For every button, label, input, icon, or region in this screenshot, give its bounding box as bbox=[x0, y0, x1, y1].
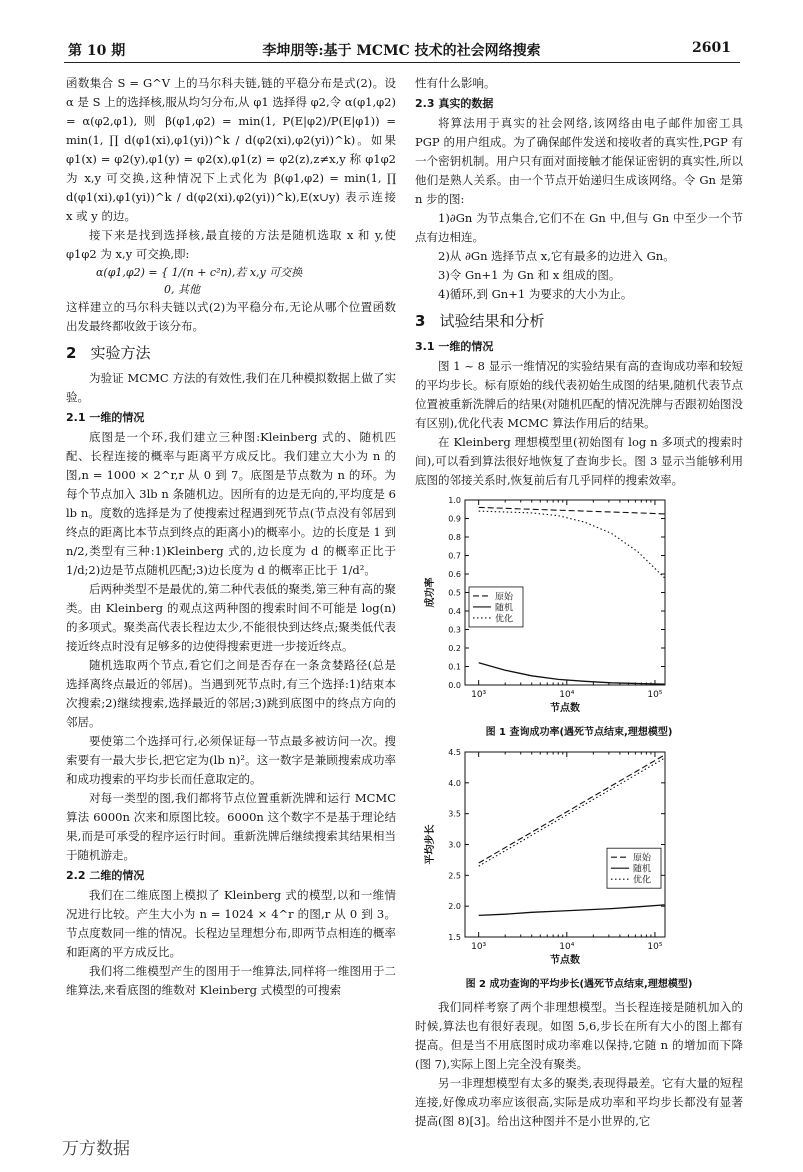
y-tick-label: 1.5 bbox=[448, 933, 461, 942]
formula bbox=[66, 264, 396, 298]
x-axis-label: 节点数 bbox=[550, 703, 580, 714]
figure-1 bbox=[415, 494, 743, 719]
series-line-随机 bbox=[479, 905, 665, 916]
y-tick-label: 0.1 bbox=[448, 662, 461, 672]
y-axis-label: 成功率 bbox=[425, 577, 436, 608]
paragraph: 图 1 ~ 8 显示一维情况的实验结果有高的查询成功率和较短的平均步长。标有原始的线代表初始生成图的结果,随机代表节点位置被重新洗牌后的结果(对随机匹配的情况洗牌与否跟初始图没有区别),优化代表 MCMC 算法作用后的结果。 bbox=[415, 359, 743, 430]
y-tick-label: 1.0 bbox=[448, 496, 461, 505]
avg-steps-chart bbox=[415, 746, 743, 971]
y-axis-label: 平均步长 bbox=[425, 824, 436, 865]
paragraph: 对每一类型的图,我们都将节点位置重新洗牌和运行 MCMC 算法 6000n 次来和原图比较。6000n 这个数字不是基于理论结果,而是可承受的程序运行时间。重新洗牌后继续搜索其结果相当于随机游走。 bbox=[66, 791, 396, 862]
paragraph: 性有什么影响。 bbox=[415, 76, 496, 90]
list-item: 2)从 ∂Gn 选择节点 x,它有最多的边进入 Gn。 bbox=[438, 249, 675, 263]
legend-label: 原始 bbox=[633, 853, 652, 864]
y-tick-label: 0.2 bbox=[448, 644, 461, 653]
y-tick-label: 2.5 bbox=[448, 871, 461, 881]
y-tick-label: 3.0 bbox=[448, 840, 461, 850]
watermark: 万方数据 bbox=[62, 1139, 130, 1159]
series-line-优化 bbox=[479, 511, 665, 578]
page-number: 2601 bbox=[692, 40, 731, 56]
y-tick-label: 0.5 bbox=[448, 588, 461, 598]
paragraph: 将算法用于真实的社会网络,该网络由电子邮件加密工具 PGP 的用户组成。为了确保邮件发送和接收者的真实性,PGP 有一个密钥机制。用户只有面对面接触才能保证密钥的真实性,所以他们是熟人关系。由一个节点开始递归生成该网络。令 Gn 是第 n 步的图: bbox=[415, 116, 743, 206]
paragraph: 我们同样考察了两个非理想模型。当长程连接是随机加入的时候,算法也有很好表现。如图 5,6,步长在所有大小的图上都有提高。但是当不用底图时成功率难以保持,它随 n 的增加而下降(图 7),实际上图上完全没有聚类。 bbox=[415, 1000, 743, 1071]
list-item: 1)∂Gn 为节点集合,它们不在 Gn 中,但与 Gn 中至少一个节点有边相连。 bbox=[415, 211, 743, 244]
subsection-heading: 2.2 二维的情况 bbox=[66, 869, 145, 882]
legend-label: 随机 bbox=[633, 864, 652, 875]
legend-label: 随机 bbox=[495, 603, 514, 614]
legend-label: 优化 bbox=[633, 875, 652, 886]
x-tick-label: 10³ bbox=[471, 690, 487, 700]
y-tick-label: 3.5 bbox=[448, 809, 461, 819]
paragraph: 我们将二维模型产生的图用于一维算法,同样将一维图用于二维算法,来看底图的维数对 Kleinberg 式模型的可搜索 bbox=[66, 964, 396, 997]
y-tick-label: 0.3 bbox=[448, 625, 461, 635]
section-heading: 3 试验结果和分析 bbox=[415, 312, 545, 330]
x-tick-label: 10⁵ bbox=[647, 942, 663, 952]
series-line-原始 bbox=[479, 755, 665, 863]
subsection-heading: 3.1 一维的情况 bbox=[415, 340, 494, 353]
series-line-随机 bbox=[479, 663, 665, 684]
plot-frame bbox=[465, 752, 665, 937]
paragraph: 这样建立的马尔科夫链以式(2)为平稳分布,无论从哪个位置函数出发最终都收敛于该分布。 bbox=[66, 300, 396, 333]
x-axis-label: 节点数 bbox=[550, 955, 580, 966]
x-tick-label: 10⁵ bbox=[647, 690, 663, 700]
x-tick-label: 10⁴ bbox=[559, 942, 575, 952]
paragraph: 函数集合 S = G^V 上的马尔科夫链,链的平稳分布是式(2)。设 α 是 S 上的选择核,服从均匀分布,从 φ1 选择得 φ2,令 α(φ1,φ2) = α(φ2,φ1), 则 β(φ1,φ2) = min(1, P(E|φ2)/P(E|φ1)) = min(1, ∏ d(φ1(xi),φ1(yi))^k / d(φ2(xi),φ2(yi))^k)。如果 φ1(x) = φ2(y),φ1(y) = φ2(x),φ1(z) = φ2(z),z≠x,y 称 φ1φ2 为 x,y 可交换,这种情况下上式化为 β(φ1,φ2) = min(1, ∏ d(φ1(xi),φ1(yi))^k / d(φ2(xi),φ2(yi))^k),E(x∪y) 表示连接 x 或 y 的边。 bbox=[66, 76, 396, 223]
running-title: 李坤朋等:基于 MCMC 技术的社会网络搜索 bbox=[262, 43, 541, 59]
y-tick-label: 0.4 bbox=[448, 607, 461, 616]
legend-label: 原始 bbox=[495, 592, 514, 603]
formula-line: α(φ1,φ2) = { 1/(n + c²n),若 x,y 可交换 bbox=[96, 266, 303, 279]
list-item: 4)循环,到 Gn+1 为要求的大小为止。 bbox=[438, 287, 633, 301]
header-rule bbox=[64, 62, 740, 63]
legend-label: 优化 bbox=[495, 614, 514, 625]
x-tick-label: 10³ bbox=[471, 942, 487, 952]
y-tick-label: 0.0 bbox=[448, 681, 461, 690]
subsection-heading: 2.3 真实的数据 bbox=[415, 97, 494, 110]
y-tick-label: 4.5 bbox=[448, 748, 461, 757]
y-tick-label: 2.0 bbox=[448, 902, 461, 912]
subsection-heading: 2.1 一维的情况 bbox=[66, 411, 145, 424]
y-tick-label: 4.0 bbox=[448, 778, 461, 788]
paragraph: 底图是一个环,我们建立三种图:Kleinberg 式的、随机匹配、长程连接的概率与距离平方成反比。我们建立大小为 n 的图,n = 1000 × 2^r,r 从 0 到 7。底图是节点数为 n 的环。为每个节点加入 3lb n 条随机边。因所有的边是无向的,平均度是 6 lb n。度数的选择是为了使搜索过程遇到死节点(节点没有邻居到终点的距离比本节点到终点的距离小)的概率小。边的长度是 1 到 n/2,类型有三种:1)Kleinberg 式的,边长度为 d 的概率正比于 1/d;2)边是节点随机匹配;3)边长度为 d 的概率正比于 1/d²。 bbox=[66, 430, 396, 577]
figure-2 bbox=[415, 746, 743, 971]
figure-2-caption: 图 2 成功查询的平均步长(遇死节点结束,理想模型) bbox=[465, 979, 693, 990]
paragraph: 要使第二个选择可行,必须保证每一节点最多被访问一次。搜索要有一最大步长,把它定为(lb n)²。这一数字是兼顾搜索成功率和成功搜索的平均步长而任意取定的。 bbox=[66, 734, 396, 786]
paragraph: 另一非理想模型有太多的聚类,表现得最差。它有大量的短程连接,好像成功率应该很高,实际是成功率和平均步长都没有显著提高(图 8)[3]。给出这种图并不是小世界的,它 bbox=[415, 1076, 743, 1128]
section-heading: 2 实验方法 bbox=[66, 344, 151, 362]
paragraph: 接下来是找到选择核,最直接的方法是随机选取 x 和 y,使 φ1φ2 为 x,y 可交换,即: bbox=[66, 228, 396, 261]
figure-1-caption: 图 1 查询成功率(遇死节点结束,理想模型) bbox=[485, 727, 673, 738]
right-column bbox=[415, 74, 743, 1131]
y-tick-label: 0.7 bbox=[448, 551, 461, 561]
paragraph: 为验证 MCMC 方法的有效性,我们在几种模拟数据上做了实验。 bbox=[66, 371, 396, 404]
y-tick-label: 0.8 bbox=[448, 533, 461, 542]
formula-line: 0, 其他 bbox=[164, 283, 200, 296]
paragraph: 我们在二维底图上模拟了 Kleinberg 式的模型,以和一维情况进行比较。产生大小为 n = 1024 × 4^r 的图,r 从 0 到 3。节点度数同一维的情况。长程边呈理想分布,即两节点相连的概率和距离的平方成反比。 bbox=[66, 888, 396, 959]
success-rate-chart bbox=[415, 494, 743, 719]
page-header bbox=[0, 0, 803, 70]
series-line-原始 bbox=[479, 507, 665, 514]
paragraph: 后两种类型不是最优的,第二种代表低的聚类,第三种有高的聚类。由 Kleinberg 的观点这两种图的搜索时间不可能是 log(n) 的多项式。聚类高代表长程边太少,不能很快到达终点;聚类低代表接近终点时没有足够多的边使得搜索更进一步接近终点。 bbox=[66, 582, 396, 653]
issue-number: 第 10 期 bbox=[68, 43, 126, 59]
y-tick-label: 0.6 bbox=[448, 570, 461, 579]
x-tick-label: 10⁴ bbox=[559, 690, 575, 700]
paragraph: 随机选取两个节点,看它们之间是否存在一条贪婪路径(总是选择离终点最近的邻居)。当遇到死节点时,有三个选择:1)结束本次搜索;2)继续搜索,选择最近的邻居;3)跳到底图中的终点方向的邻居。 bbox=[66, 658, 396, 729]
list-item: 3)令 Gn+1 为 Gn 和 x 组成的图。 bbox=[438, 268, 621, 282]
paragraph: 在 Kleinberg 理想模型里(初始图有 log n 多项式的搜索时间),可以看到算法很好地恢复了查询步长。图 3 显示当能够利用底图的邻接关系时,恢复前后有几乎同样的搜索效率。 bbox=[415, 435, 743, 487]
left-column bbox=[66, 74, 396, 1000]
y-tick-label: 0.9 bbox=[448, 514, 461, 524]
